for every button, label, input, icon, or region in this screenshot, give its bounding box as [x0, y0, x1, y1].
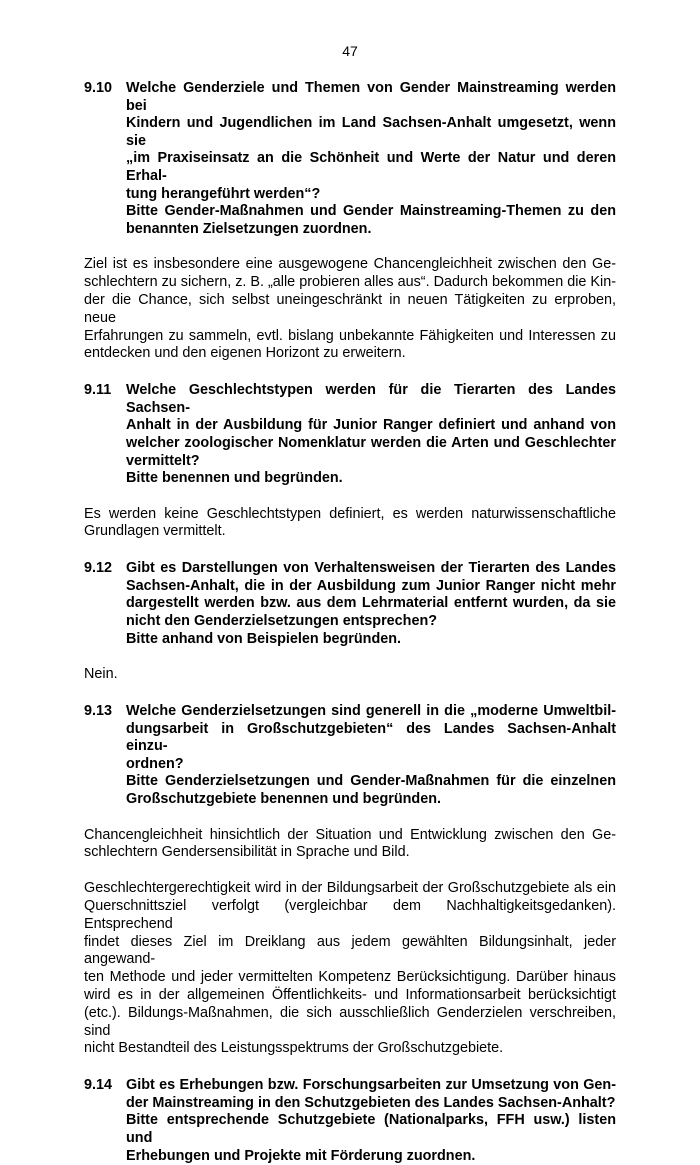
answer-line: nicht Bestandteil des Leistungsspektrums der Großschutzgebiete. [84, 1040, 504, 1057]
question-number: 9.12 [84, 560, 113, 577]
question-line: ordnen? [126, 755, 184, 772]
question-line: tung herangeführt werden“? [126, 185, 321, 202]
question-text [126, 80, 616, 238]
instruction-line: Bitte Gender-Maßnahmen und Gender Mainstreaming-Themen zu den [126, 203, 616, 220]
answer-paragraph [84, 880, 616, 1058]
question-line: Welche Genderziele und Themen von Gender Mainstreaming werden bei [126, 80, 616, 114]
answer-line: (etc.). Bildungs-Maßnahmen, die sich ausschließlich Genderzielen verschreiben, sind [84, 1004, 616, 1039]
question-line: „im Praxiseinsatz an die Schönheit und Werte der Natur und deren Erhal- [126, 150, 616, 184]
question-block [84, 382, 616, 488]
question-number: 9.13 [84, 703, 113, 720]
question-line: der Mainstreaming in den Schutzgebieten des Landes Sachsen-Anhalt? [126, 1094, 616, 1111]
answer-line: Ziel ist es insbesondere eine ausgewogene Chancengleichheit zwischen den Ge- [84, 256, 616, 273]
instruction-line: Bitte entsprechende Schutzgebiete (Nationalparks, FFH usw.) listen und [126, 1112, 616, 1146]
document-body [84, 80, 616, 1165]
instruction-line: Bitte benennen und begründen. [126, 470, 343, 487]
answer-line: Erfahrungen zu sammeln, evtl. bislang unbekannte Fähigkeiten und Interessen zu [84, 327, 616, 344]
question-line: Welche Geschlechtstypen werden für die Tierarten des Landes Sachsen- [126, 382, 616, 416]
answer-paragraph [84, 256, 616, 363]
question-line: dungsarbeit in Großschutzgebieten“ des Landes Sachsen-Anhalt einzu- [126, 720, 616, 755]
answer-paragraph [84, 666, 616, 684]
question-line: Welche Genderzielsetzungen sind generell in die „moderne Umweltbil- [126, 703, 616, 720]
instruction-line: Bitte Genderzielsetzungen und Gender-Maßnahmen für die einzelnen [126, 773, 616, 790]
answer-line: Querschnittsziel verfolgt (vergleichbar dem Nachhaltigkeitsgedanken). Entsprechend [84, 898, 616, 932]
question-line: welcher zoologischer Nomenklatur werden die Arten und Geschlechter [126, 434, 616, 451]
answer-line: wird es in der allgemeinen Öffentlichkeits- und Informationsarbeit berücksichtigt [84, 986, 616, 1003]
answer-line: der die Chance, sich selbst uneingeschränkt in neuen Tätigkeiten zu erproben, neue [84, 291, 616, 326]
question-number: 9.14 [84, 1077, 113, 1094]
question-block [84, 560, 616, 648]
answer-paragraph [84, 827, 616, 863]
answer-line: Grundlagen vermittelt. [84, 523, 226, 540]
answer-line: findet dieses Ziel im Dreiklang aus jedem gewählten Bildungsinhalt, jeder angewand- [84, 933, 616, 968]
answer-line: Geschlechtergerechtigkeit wird in der Bildungsarbeit der Großschutzgebiete als ein [84, 880, 616, 897]
question-text [126, 382, 616, 488]
question-text [126, 1077, 616, 1165]
question-block [84, 80, 616, 238]
answer-line: ten Methode und jeder vermittelten Kompetenz Berücksichtigung. Darüber hinaus [84, 969, 616, 986]
question-number: 9.10 [84, 80, 113, 96]
answer-line: Chancengleichheit hinsichtlich der Situation und Entwicklung zwischen den Ge- [84, 826, 616, 843]
answer-line: Nein. [84, 666, 118, 683]
instruction-line: Großschutzgebiete benennen und begründen. [126, 791, 442, 808]
question-line: Gibt es Erhebungen bzw. Forschungsarbeiten zur Umsetzung von Gen- [126, 1077, 616, 1094]
question-line: dargestellt werden bzw. aus dem Lehrmaterial entfernt wurden, da sie [126, 595, 616, 612]
instruction-line: Bitte anhand von Beispielen begründen. [126, 630, 402, 647]
question-block [84, 1077, 616, 1165]
answer-line: schlechtern Gendersensibilität in Sprache und Bild. [84, 844, 410, 861]
answer-line: entdecken und den eigenen Horizont zu erweitern. [84, 345, 406, 362]
page-number: 47 [342, 43, 358, 59]
question-number: 9.11 [84, 382, 112, 399]
question-line: Sachsen-Anhalt, die in der Ausbildung zum Junior Ranger nicht mehr [126, 577, 616, 594]
instruction-line: Erhebungen und Projekte mit Förderung zuordnen. [126, 1147, 476, 1164]
question-line: Kindern und Jugendlichen im Land Sachsen-Anhalt umgesetzt, wenn sie [126, 115, 616, 149]
question-text [126, 560, 616, 648]
question-text [126, 703, 616, 809]
answer-line: Es werden keine Geschlechtstypen definiert, es werden naturwissenschaftliche [84, 505, 616, 522]
question-block [84, 703, 616, 809]
question-line: nicht den Genderzielsetzungen entsprechen? [126, 613, 438, 630]
question-line: vermittelt? [126, 452, 200, 469]
question-line: Gibt es Darstellungen von Verhaltensweisen der Tierarten des Landes [126, 560, 616, 577]
question-line: Anhalt in der Ausbildung für Junior Ranger definiert und anhand von [126, 417, 616, 434]
instruction-line: benannten Zielsetzungen zuordnen. [126, 220, 372, 237]
answer-line: schlechtern zu sichern, z. B. „alle probieren alles aus“. Dadurch bekommen die Kin- [84, 274, 616, 291]
answer-paragraph [84, 506, 616, 542]
